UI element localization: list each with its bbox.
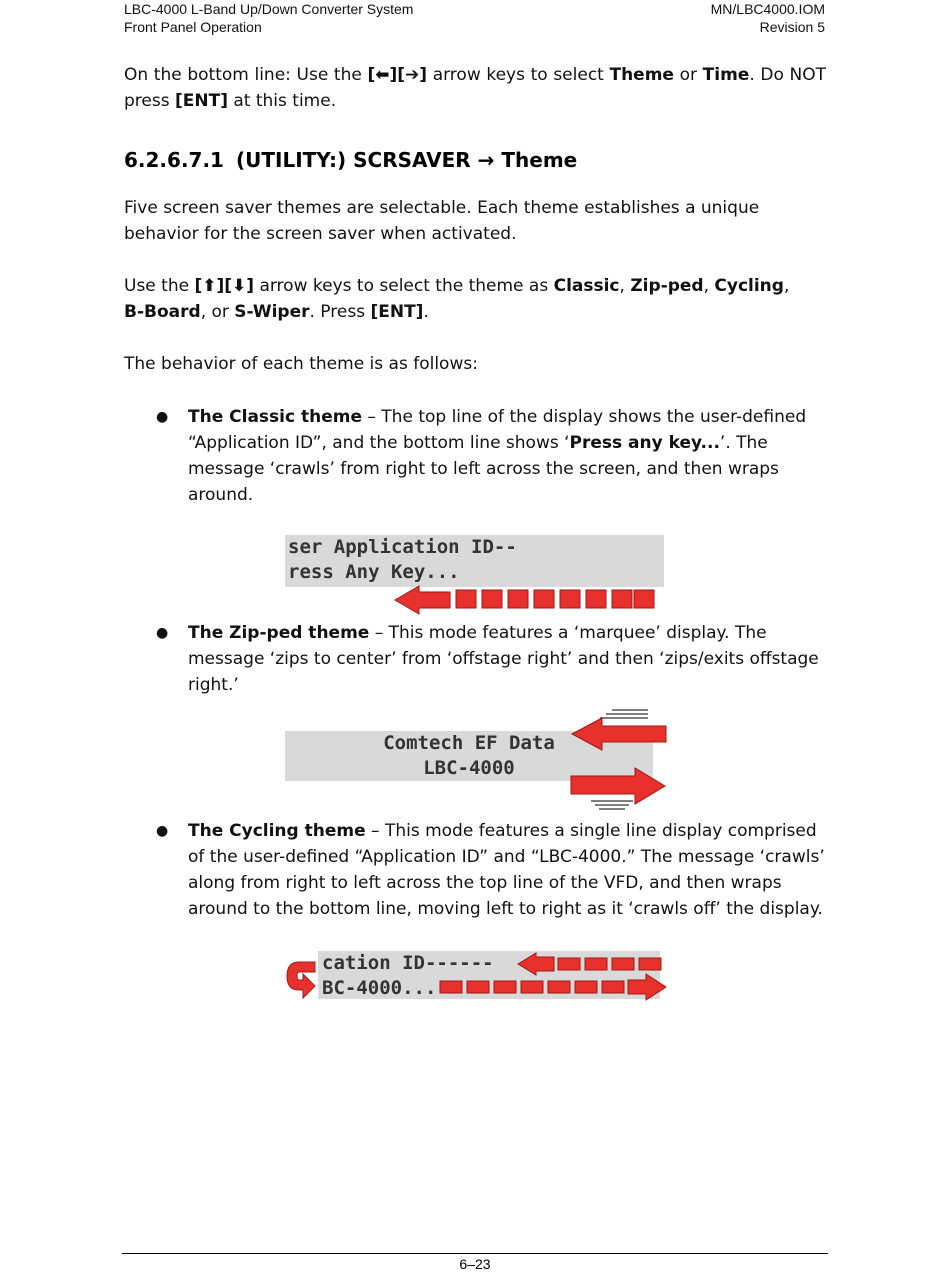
bullet-marker: ● (156, 625, 169, 641)
display-line-1: Comtech EF Data (383, 732, 555, 754)
intro-text: arrow keys to select (427, 65, 610, 85)
header-doc-number: MN/LBC4000.IOM (710, 1, 825, 17)
bullet-text: – The top line of the display shows the user-defined “Application ID”, and the bottom line shows ‘ (188, 407, 807, 453)
paragraph-behavior: The behavior of each theme is as follows: (124, 354, 478, 374)
text: , (619, 276, 631, 296)
zip-in-arrow (572, 708, 668, 750)
ent-key: [ENT] (370, 302, 424, 322)
text: Use the (124, 276, 195, 296)
intro-text: at this time. (227, 91, 337, 111)
bullet-title: The Cycling theme (188, 821, 366, 841)
paragraph-themes: Five screen saver themes are selectable. Each theme establishes a unique behavior for the screen saver when activated. (124, 198, 760, 244)
display-line-1: cation ID------ (322, 952, 494, 974)
paragraph-select (124, 273, 826, 325)
footer-rule (122, 1253, 828, 1254)
text: . Press (309, 302, 371, 322)
text: , or (200, 302, 235, 322)
bullet-text: – This mode features a single line display comprised of the user-defined “Application ID” and “LBC-4000.” The message ‘crawls’ along from right to left across the top line of the VFD, and then wraps around to the bottom line, moving left to right as it ‘crawls off’ the display. (188, 821, 825, 919)
theme-term: Theme (609, 65, 674, 85)
header-doc-title: LBC-4000 L-Band Up/Down Converter System (124, 1, 414, 17)
header-section: Front Panel Operation (124, 19, 262, 35)
term-classic: Classic (553, 276, 620, 296)
display-line-2: ress Any Key... (288, 561, 460, 583)
classic-display-figure (285, 535, 664, 587)
bullet-marker: ● (156, 823, 169, 839)
page-number: 6–23 (459, 1256, 491, 1272)
text: arrow keys to select the theme as (254, 276, 554, 296)
section-title: (UTILITY:) SCRSAVER → Theme (236, 148, 578, 172)
header-right (711, 0, 825, 36)
bullet-text: – This mode features a ‘marquee’ display. The message ‘zips to center’ from ‘offstage right’ and then ‘zips/exits offstage right.’ (188, 623, 819, 695)
section-number: 6.2.6.7.1 (124, 148, 224, 172)
term-zipped: Zip-ped (630, 276, 704, 296)
bullet-text: ’. The message ‘crawls’ from right to left across the screen, and then wraps around. (188, 433, 779, 505)
bullet-zipped (188, 620, 828, 698)
up-down-keys: [⬆][⬇] (194, 276, 255, 296)
time-term: Time (702, 65, 750, 85)
intro-text: On the bottom line: Use the (124, 65, 368, 85)
text: , (703, 276, 715, 296)
bullet-cycling (188, 818, 828, 922)
term-swiper: S-Wiper (234, 302, 310, 322)
bullet-marker: ● (156, 409, 169, 425)
text: . (423, 302, 429, 322)
bullet-title: The Classic theme (188, 407, 362, 427)
cycling-top-crawl-arrow (518, 953, 664, 975)
zip-out-arrow (571, 768, 667, 814)
display-line-2: LBC-4000 (423, 757, 515, 779)
header-revision: Revision 5 (759, 19, 825, 35)
bullet-title: The Zip-ped theme (188, 623, 370, 643)
term-cycling: Cycling (714, 276, 784, 296)
header-left (124, 0, 413, 36)
classic-crawl-arrow (395, 586, 660, 614)
cycling-bottom-crawl-arrow (440, 974, 668, 1000)
term-bboard: B-Board (124, 302, 201, 322)
bullet-classic (188, 404, 828, 508)
intro-text: . Do NOT press (124, 65, 826, 111)
text: , (783, 276, 790, 296)
press-any-key-term: Press any key... (569, 433, 720, 453)
section-heading (124, 146, 577, 174)
ent-key: [ENT] (174, 91, 228, 111)
display-line-1: ser Application ID-- (288, 536, 517, 558)
left-right-keys: [⬅][➔] (367, 65, 428, 85)
intro-paragraph (124, 62, 826, 114)
cycling-wrap-arrow (285, 958, 331, 1002)
display-line-2: BC-4000... (322, 977, 437, 999)
intro-text: or (673, 65, 703, 85)
